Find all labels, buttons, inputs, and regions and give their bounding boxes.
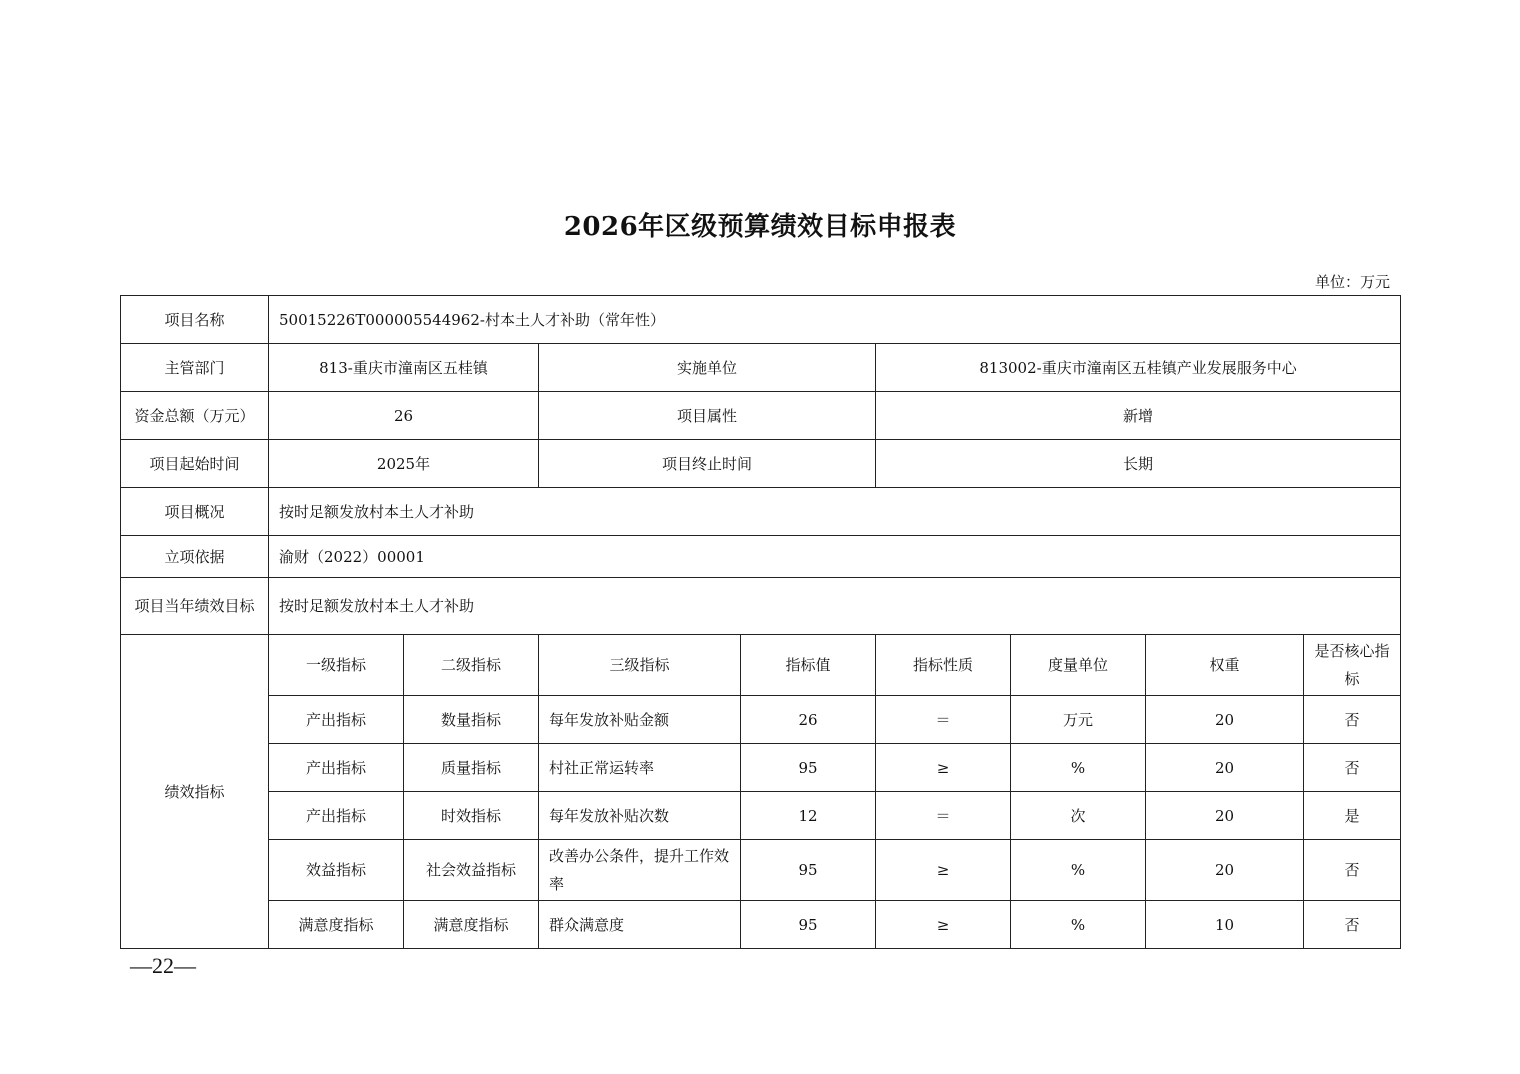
cell-level2: 数量指标	[404, 696, 539, 744]
cell-nature: ＝	[876, 696, 1011, 744]
row-overview	[121, 488, 1401, 536]
end-value: 长期	[876, 440, 1401, 488]
dept-value: 813-重庆市潼南区五桂镇	[269, 344, 539, 392]
cell-value: 95	[741, 840, 876, 901]
cell-weight: 20	[1146, 840, 1304, 901]
unit-label: 单位：万元	[1314, 273, 1390, 291]
dept-label: 主管部门	[121, 344, 269, 392]
performance-target-table	[120, 295, 1401, 949]
header-level1: 一级指标	[269, 635, 404, 696]
overview-value: 按时足额发放村本土人才补助	[269, 488, 1401, 536]
page-number: —22—	[130, 953, 196, 978]
header-level2: 二级指标	[404, 635, 539, 696]
cell-nature: ≥	[876, 744, 1011, 792]
cell-level1: 效益指标	[269, 840, 404, 901]
goal-label: 项目当年绩效目标	[121, 578, 269, 635]
attr-label: 项目属性	[539, 392, 876, 440]
start-value: 2025年	[269, 440, 539, 488]
cell-level2: 社会效益指标	[404, 840, 539, 901]
cell-value: 95	[741, 744, 876, 792]
cell-weight: 20	[1146, 792, 1304, 840]
fund-label: 资金总额（万元）	[121, 392, 269, 440]
cell-core: 否	[1304, 840, 1401, 901]
cell-level1: 产出指标	[269, 744, 404, 792]
indicators-label: 绩效指标	[121, 635, 269, 949]
header-core: 是否核心指标	[1304, 635, 1401, 696]
impl-value: 813002-重庆市潼南区五桂镇产业发展服务中心	[876, 344, 1401, 392]
header-weight: 权重	[1146, 635, 1304, 696]
end-label: 项目终止时间	[539, 440, 876, 488]
cell-core: 否	[1304, 901, 1401, 949]
row-fund	[121, 392, 1401, 440]
indicator-header-row	[121, 635, 1401, 696]
header-level3: 三级指标	[539, 635, 741, 696]
cell-value: 12	[741, 792, 876, 840]
table-row	[121, 901, 1401, 949]
basis-label: 立项依据	[121, 536, 269, 578]
goal-value: 按时足额发放村本土人才补助	[269, 578, 1401, 635]
row-department	[121, 344, 1401, 392]
table-row	[121, 792, 1401, 840]
row-project-name	[121, 296, 1401, 344]
header-unit: 度量单位	[1011, 635, 1146, 696]
table-row	[121, 696, 1401, 744]
cell-level3: 村社正常运转率	[539, 744, 741, 792]
table-row	[121, 744, 1401, 792]
cell-level1: 产出指标	[269, 696, 404, 744]
basis-value: 渝财（2022）00001	[269, 536, 1401, 578]
cell-nature: ＝	[876, 792, 1011, 840]
row-goal	[121, 578, 1401, 635]
fund-value: 26	[269, 392, 539, 440]
attr-value: 新增	[876, 392, 1401, 440]
cell-core: 是	[1304, 792, 1401, 840]
header-nature: 指标性质	[876, 635, 1011, 696]
cell-nature: ≥	[876, 901, 1011, 949]
cell-unit: 万元	[1011, 696, 1146, 744]
impl-label: 实施单位	[539, 344, 876, 392]
cell-core: 否	[1304, 696, 1401, 744]
cell-level2: 时效指标	[404, 792, 539, 840]
table-row	[121, 840, 1401, 901]
overview-label: 项目概况	[121, 488, 269, 536]
cell-level1: 产出指标	[269, 792, 404, 840]
row-basis	[121, 536, 1401, 578]
cell-unit: %	[1011, 744, 1146, 792]
cell-unit: %	[1011, 840, 1146, 901]
cell-level3: 改善办公条件，提升工作效率	[539, 840, 741, 901]
project-name-value: 50015226T000005544962-村本土人才补助（常年性）	[269, 296, 1401, 344]
project-name-label: 项目名称	[121, 296, 269, 344]
cell-level2: 质量指标	[404, 744, 539, 792]
cell-value: 95	[741, 901, 876, 949]
cell-weight: 10	[1146, 901, 1304, 949]
cell-unit: %	[1011, 901, 1146, 949]
row-time	[121, 440, 1401, 488]
cell-unit: 次	[1011, 792, 1146, 840]
cell-weight: 20	[1146, 696, 1304, 744]
cell-level3: 群众满意度	[539, 901, 741, 949]
header-value: 指标值	[741, 635, 876, 696]
cell-level3: 每年发放补贴金额	[539, 696, 741, 744]
cell-level3: 每年发放补贴次数	[539, 792, 741, 840]
cell-weight: 20	[1146, 744, 1304, 792]
cell-nature: ≥	[876, 840, 1011, 901]
cell-core: 否	[1304, 744, 1401, 792]
document-title: 2026年区级预算绩效目标申报表	[563, 212, 957, 242]
cell-value: 26	[741, 696, 876, 744]
cell-level1: 满意度指标	[269, 901, 404, 949]
cell-level2: 满意度指标	[404, 901, 539, 949]
start-label: 项目起始时间	[121, 440, 269, 488]
